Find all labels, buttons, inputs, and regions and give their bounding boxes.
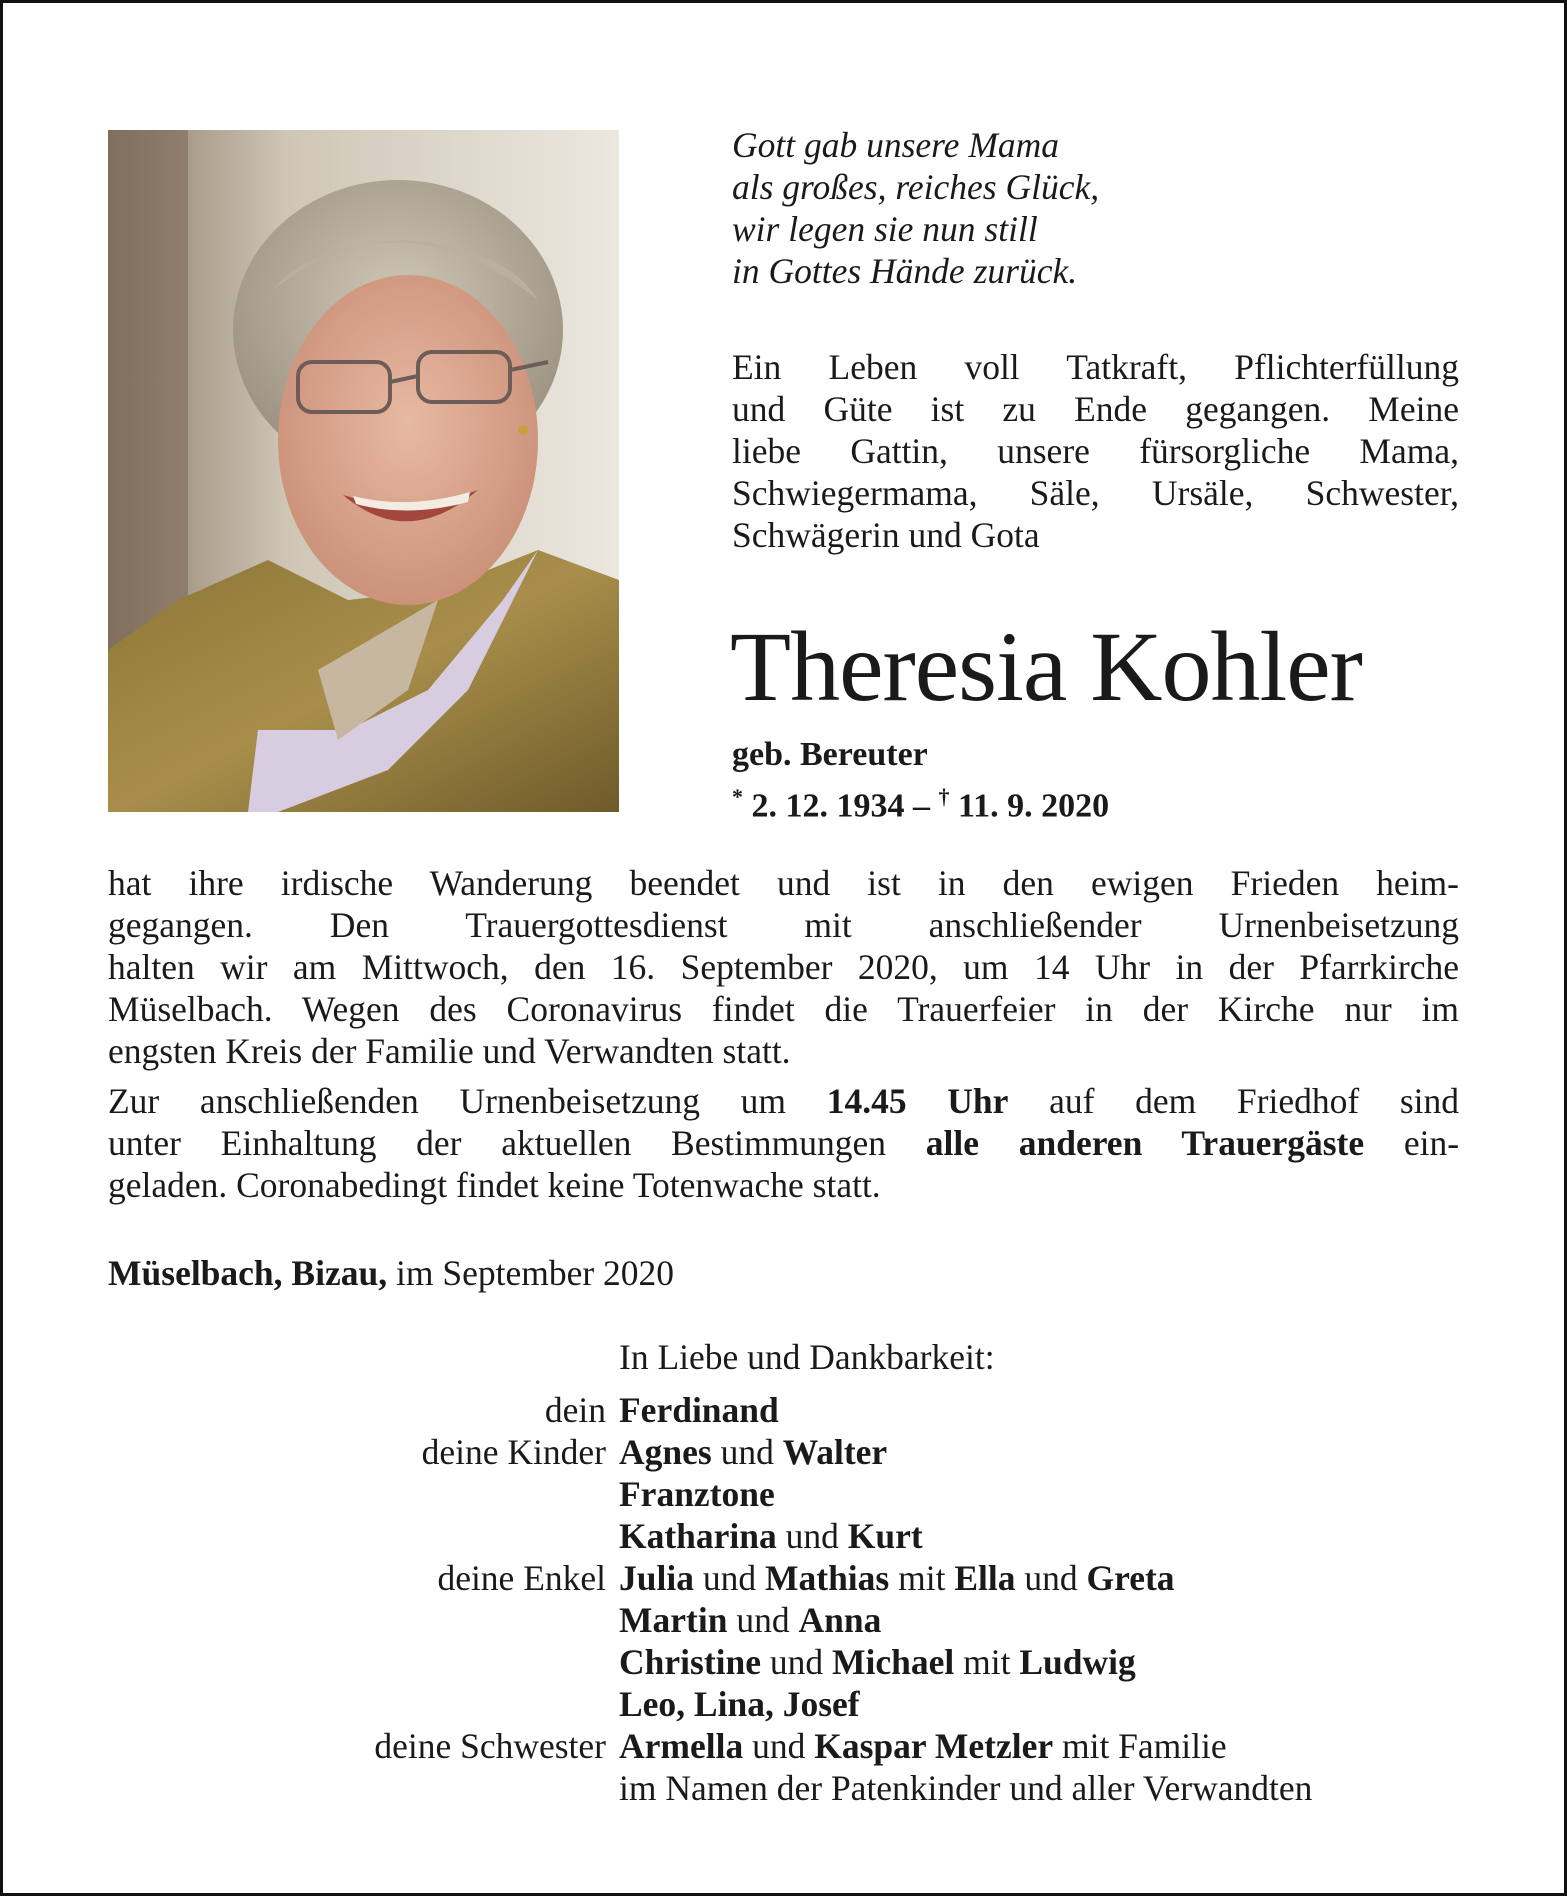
death-symbol: † (938, 784, 950, 809)
intro-line: Schwiegermama, Säle, Ursäle, Schwester, (732, 473, 1459, 513)
relation-label (108, 1473, 619, 1515)
intro-line: liebe Gattin, unsere fürsorgliche Mama, (732, 431, 1459, 471)
person-name: Michael (832, 1642, 955, 1682)
family-row (108, 1599, 1488, 1641)
person-name: Greta (1086, 1558, 1175, 1598)
person-name: Julia (619, 1558, 694, 1598)
body-line: hat ihre irdische Wanderung beendet und ist in den ewigen Frieden heim- (108, 863, 1459, 903)
family-list (108, 1389, 1488, 1809)
family-row (108, 1473, 1488, 1515)
poem-line: wir legen sie nun still (732, 209, 1038, 249)
family-names (619, 1599, 881, 1641)
intro-paragraph (732, 346, 1459, 556)
person-name: Martin (619, 1600, 728, 1640)
connector: und (720, 1432, 774, 1472)
connector: und (702, 1558, 757, 1598)
death-date: 11. 9. 2020 (958, 787, 1110, 825)
relation-label: deine Schwester (374, 1726, 606, 1766)
portrait-illustration (108, 130, 619, 812)
birth-info (732, 734, 1109, 827)
person-name: Armella (619, 1726, 744, 1766)
birth-date: 2. 12. 1934 (751, 787, 905, 825)
body-line: engsten Kreis der Familie und Verwandten statt. (108, 1031, 791, 1071)
person-name: Kurt (847, 1516, 923, 1556)
date-text: im September 2020 (395, 1253, 675, 1293)
thanks-line: In Liebe und Dankbarkeit: (619, 1337, 995, 1377)
person-name: Ferdinand (619, 1390, 779, 1430)
intro-line: Ein Leben voll Tatkraft, Pflichterfüllung (732, 347, 1459, 387)
intro-line: und Güte ist zu Ende gegangen. Meine (732, 389, 1459, 429)
body-line: halten wir am Mittwoch, den 16. September 2020, um 14 Uhr in der Pfarrkirche (108, 947, 1459, 987)
text-run: auf dem Friedhof sind (1049, 1081, 1460, 1121)
relation-label (108, 1767, 619, 1809)
relation-label (108, 1683, 619, 1725)
body-line: Müselbach. Wegen des Coronavirus findet die Trauerfeier in der Kirche nur im (108, 989, 1459, 1029)
family-names (619, 1473, 775, 1515)
relation-label (108, 1599, 619, 1641)
text-run: ein- (1403, 1123, 1460, 1163)
family-names (619, 1389, 779, 1431)
person-name: Anna (798, 1600, 882, 1640)
place-names: Müselbach, Bizau, (108, 1253, 388, 1293)
poem-line: Gott gab unsere Mama (732, 125, 1060, 165)
connector: und (1024, 1558, 1078, 1598)
connector: mit (963, 1642, 1011, 1682)
poem-line: als großes, reiches Glück, (732, 167, 1100, 207)
body-line (108, 1122, 1459, 1164)
family-row (108, 1515, 1488, 1557)
family-row (108, 1389, 1488, 1431)
poem-line: in Gottes Hände zurück. (732, 251, 1078, 291)
body-line: gegangen. Den Trauergottesdienst mit anschließender Urnenbeisetzung (108, 905, 1459, 945)
relation-label (108, 1515, 619, 1557)
connector: mit (898, 1558, 946, 1598)
family-row (108, 1641, 1488, 1683)
maiden-name: geb. Bereuter (732, 736, 928, 773)
relation-label: deine Enkel (437, 1558, 606, 1598)
portrait-photo (108, 130, 619, 812)
family-row (108, 1431, 1488, 1473)
person-name: Ludwig (1019, 1642, 1136, 1682)
intro-line: Schwägerin und Gota (732, 515, 1040, 555)
person-name: Walter (782, 1432, 888, 1472)
connector: mit Familie (1061, 1726, 1227, 1766)
text-run: unter Einhaltung der aktuellen Bestimmungen (108, 1123, 887, 1163)
person-name: Mathias (764, 1558, 890, 1598)
family-names (619, 1725, 1227, 1767)
announcement-body (108, 862, 1459, 1206)
life-dates (732, 776, 1109, 827)
family-names (619, 1515, 923, 1557)
family-names (619, 1641, 1136, 1683)
family-row (108, 1767, 1488, 1809)
text-run: Zur anschließenden Urnenbeisetzung um (108, 1081, 787, 1121)
person-name: Leo, Lina, Josef (619, 1684, 860, 1724)
person-name: Agnes (619, 1432, 712, 1472)
family-row (108, 1725, 1488, 1767)
invited-guests: alle anderen Trauergäste (925, 1123, 1365, 1163)
date-dash: – (913, 787, 930, 825)
connector: und (736, 1600, 790, 1640)
body-line: geladen. Coronabedingt findet keine Totenwache statt. (108, 1165, 881, 1205)
person-name: Katharina (619, 1516, 777, 1556)
family-names (619, 1557, 1175, 1599)
family-names (619, 1431, 887, 1473)
person-name: Christine (619, 1642, 761, 1682)
connector: und (769, 1642, 824, 1682)
connector: und (752, 1726, 806, 1766)
connector: und (785, 1516, 839, 1556)
burial-time: 14.45 Uhr (826, 1081, 1009, 1121)
family-names: im Namen der Patenkinder und aller Verwandten (619, 1768, 1313, 1808)
person-name: Ella (954, 1558, 1016, 1598)
relation-label: deine Kinder (421, 1432, 606, 1472)
relation-label: dein (544, 1390, 606, 1430)
poem-verse (732, 124, 1432, 292)
family-row (108, 1683, 1488, 1725)
relation-label (108, 1641, 619, 1683)
family-row (108, 1557, 1488, 1599)
burial-paragraph (108, 1080, 1459, 1206)
family-names (619, 1683, 860, 1725)
body-line (108, 1080, 1459, 1122)
person-name: Kaspar Metzler (814, 1726, 1054, 1766)
birth-symbol: * (732, 784, 743, 809)
deceased-name: Theresia Kohler (730, 611, 1362, 722)
person-name: Franztone (619, 1474, 775, 1514)
place-date (108, 1252, 674, 1294)
